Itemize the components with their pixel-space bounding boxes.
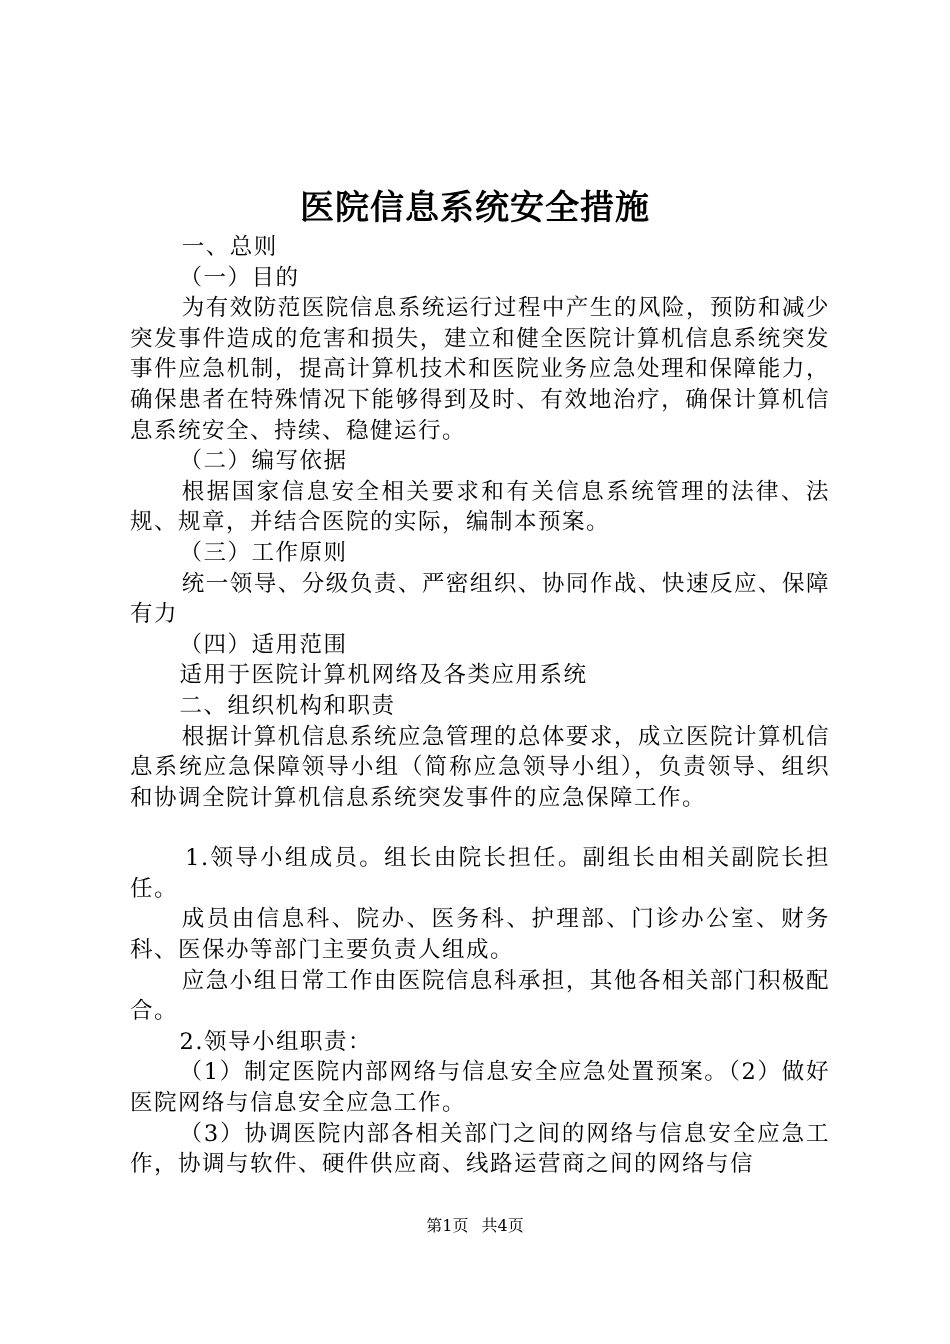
page-total: 共4页 (481, 1216, 524, 1235)
paragraph-purpose: 为有效防范医院信息系统运行过程中产生的风险，预防和减少突发事件造成的危害和损失，建立和健全医院计算机信息系统突发事件应急机制，提高计算机技术和医院业务应急处理和保障能力，确保患者在特殊情况下能够得到及时、有效地治疗，确保计算机信息系统安全、持续、稳健运行。 (130, 295, 830, 444)
subsection-heading-basis: （二）编写依据 (179, 448, 348, 475)
paragraph-leadership-duties: 2.领导小组职责： (179, 1028, 372, 1055)
blank-line (130, 813, 830, 843)
paragraph-organization: 根据计算机信息系统应急管理的总体要求，成立医院计算机信息系统应急保障领导小组（简称应急领导小组），负责领导、组织和协调全院计算机信息系统突发事件的应急保障工作。 (130, 723, 830, 811)
paragraph-members-composition: 成员由信息科、院办、医务科、护理部、门诊办公室、财务科、医保办等部门主要负责人组成。 (130, 906, 830, 964)
page-number: 第1页 (426, 1216, 469, 1235)
paragraph-daily-work: 应急小组日常工作由医院信息科承担，其他各相关部门积极配合。 (130, 967, 830, 1025)
document-body (130, 232, 830, 1180)
paragraph-duty-1-2: （1）制定医院内部网络与信息安全应急处置预案。（2）做好医院网络与信息安全应急工作。 (130, 1059, 830, 1117)
paragraph-basis: 根据国家信息安全相关要求和有关信息系统管理的法律、法规、规章，并结合医院的实际，编制本预案。 (130, 478, 830, 536)
section-heading-organization: 二、组织机构和职责 (179, 692, 396, 719)
document-title: 医院信息系统安全措施 (300, 188, 650, 228)
section-heading-general: 一、总则 (181, 234, 278, 260)
subsection-heading-scope: （四）适用范围 (179, 631, 348, 658)
paragraph-duty-3: （3）协调医院内部各相关部门之间的网络与信息安全应急工作，协调与软件、硬件供应商、线路运营商之间的网络与信 (130, 1120, 830, 1178)
paragraph-principles: 统一领导、分级负责、严密组织、协同作战、快速反应、保障有力 (130, 570, 830, 628)
subsection-heading-purpose: （一）目的 (179, 264, 300, 291)
subsection-heading-principles: （三）工作原则 (179, 539, 348, 566)
paragraph-scope: 适用于医院计算机网络及各类应用系统 (179, 662, 588, 689)
paragraph-leadership-members: 1.领导小组成员。组长由院长担任。副组长由相关副院长担任。 (130, 845, 830, 902)
page-footer (0, 1215, 950, 1237)
